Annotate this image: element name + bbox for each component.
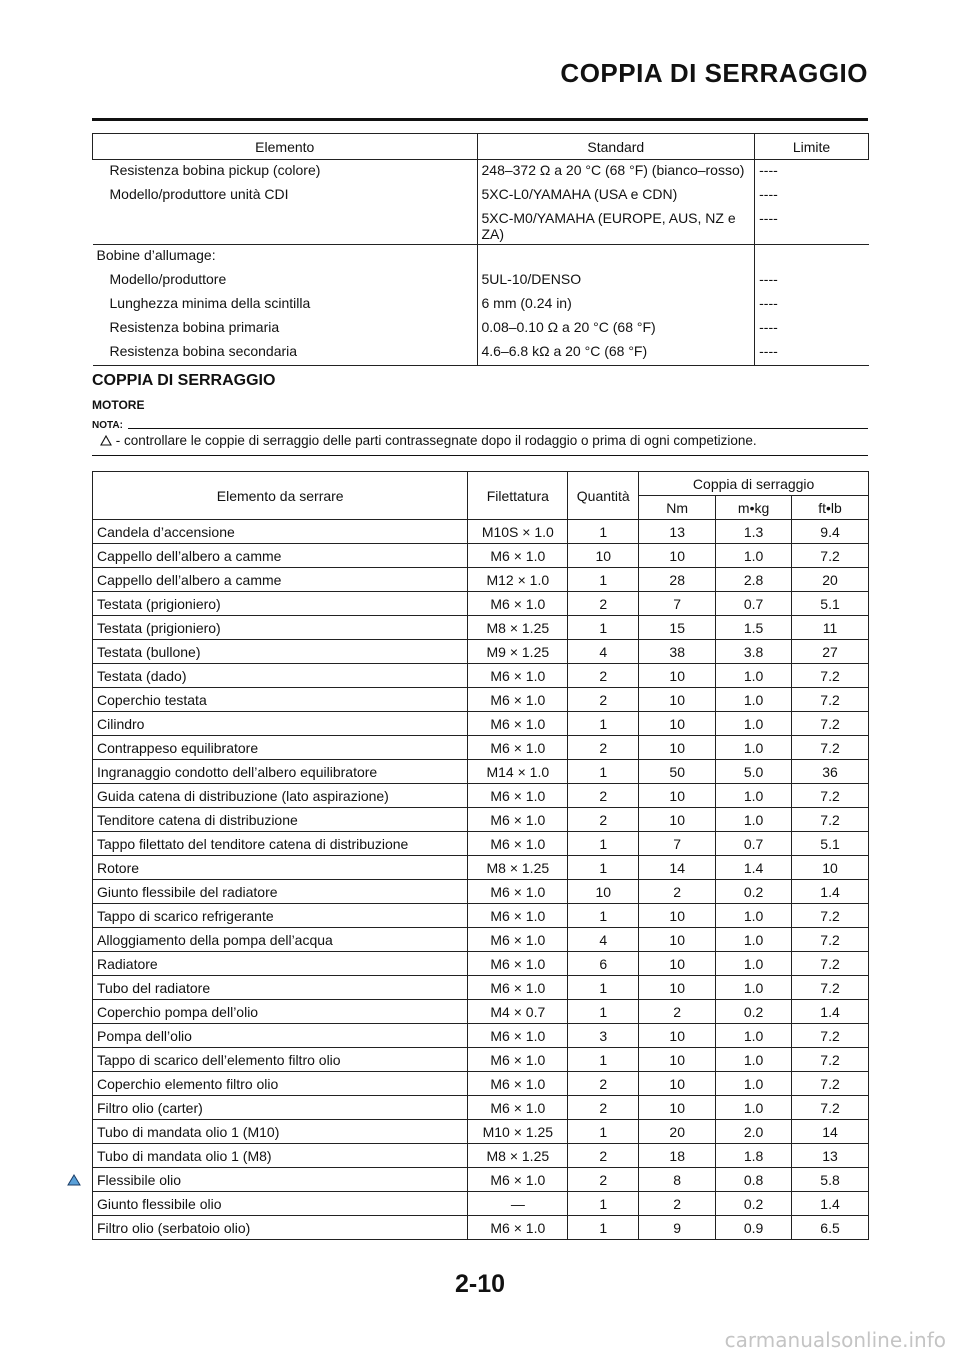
torque-qty: 2 (568, 808, 639, 832)
spec-limit: ---- (759, 271, 778, 287)
torque-qty: 1 (568, 976, 639, 1000)
spec-item: Lunghezza minima della scintilla (93, 293, 478, 317)
torque-nm: 10 (639, 952, 716, 976)
table-row (93, 1048, 869, 1072)
table-row (93, 1144, 869, 1168)
torque-nm: 18 (639, 1144, 716, 1168)
table-row (93, 736, 869, 760)
torque-nm: 15 (639, 616, 716, 640)
torque-nm: 50 (639, 760, 716, 784)
torque-thread: M6 × 1.0 (468, 832, 568, 856)
torque-nm: 10 (639, 784, 716, 808)
torque-thread: M14 × 1.0 (468, 760, 568, 784)
torque-nm: 10 (639, 712, 716, 736)
torque-ftlb: 13 (792, 1144, 869, 1168)
torque-nm: 10 (639, 664, 716, 688)
torque-item: Giunto flessibile del radiatore (93, 880, 468, 904)
torque-thread: M6 × 1.0 (468, 784, 568, 808)
table-row (93, 1216, 869, 1240)
torque-qty: 2 (568, 688, 639, 712)
spec-standard: 6 mm (0.24 in) (477, 293, 755, 317)
table-row (93, 1192, 869, 1216)
torque-item: Alloggiamento della pompa dell’acqua (93, 928, 468, 952)
torque-mkg: 1.0 (716, 712, 792, 736)
torque-thread: M6 × 1.0 (468, 1072, 568, 1096)
table-row (93, 616, 869, 640)
torque-thread: M6 × 1.0 (468, 1216, 568, 1240)
header-mkg: m•kg (716, 496, 792, 520)
torque-item: Rotore (93, 856, 468, 880)
torque-ftlb: 7.2 (792, 784, 869, 808)
torque-nm: 10 (639, 544, 716, 568)
torque-thread: M6 × 1.0 (468, 688, 568, 712)
torque-qty: 10 (568, 880, 639, 904)
torque-mkg: 1.0 (716, 1096, 792, 1120)
torque-item: Filtro olio (carter) (93, 1096, 468, 1120)
torque-ftlb: 10 (792, 856, 869, 880)
spec-table (92, 133, 869, 366)
header-thread: Filettatura (468, 472, 568, 520)
torque-table-body (93, 520, 869, 1240)
torque-thread: — (468, 1192, 568, 1216)
torque-ftlb: 1.4 (792, 1192, 869, 1216)
table-row (93, 520, 869, 544)
torque-thread: M9 × 1.25 (468, 640, 568, 664)
torque-thread: M6 × 1.0 (468, 664, 568, 688)
spec-standard: 4.6–6.8 kΩ a 20 °C (68 °F) (477, 341, 755, 366)
torque-nm: 7 (639, 832, 716, 856)
title-rule (92, 118, 868, 121)
torque-item: Pompa dell’olio (93, 1024, 468, 1048)
table-row (93, 592, 869, 616)
page-number: 2-10 (454, 1270, 506, 1298)
torque-ftlb: 7.2 (792, 544, 869, 568)
torque-nm: 2 (639, 1000, 716, 1024)
torque-mkg: 1.0 (716, 664, 792, 688)
torque-nm: 10 (639, 736, 716, 760)
torque-item: Radiatore (93, 952, 468, 976)
spec-header-limit: Limite (755, 134, 869, 160)
torque-item: Tubo di mandata olio 1 (M10) (93, 1120, 468, 1144)
spec-limit (755, 245, 869, 270)
torque-qty: 2 (568, 592, 639, 616)
table-row (93, 952, 869, 976)
torque-item: Giunto flessibile olio (93, 1192, 468, 1216)
torque-ftlb: 7.2 (792, 808, 869, 832)
torque-item: Guida catena di distribuzione (lato aspirazione) (93, 784, 468, 808)
torque-thread: M6 × 1.0 (468, 880, 568, 904)
torque-mkg: 1.0 (716, 928, 792, 952)
torque-ftlb: 11 (792, 616, 869, 640)
torque-thread: M6 × 1.0 (468, 904, 568, 928)
torque-ftlb: 7.2 (792, 1096, 869, 1120)
torque-qty: 2 (568, 736, 639, 760)
torque-qty: 2 (568, 784, 639, 808)
torque-mkg: 2.0 (716, 1120, 792, 1144)
torque-qty: 1 (568, 1120, 639, 1144)
torque-ftlb: 7.2 (792, 1024, 869, 1048)
spec-row (93, 184, 869, 208)
torque-mkg: 1.3 (716, 520, 792, 544)
torque-thread: M10 × 1.25 (468, 1120, 568, 1144)
torque-mkg: 1.0 (716, 808, 792, 832)
torque-thread: M6 × 1.0 (468, 1024, 568, 1048)
spec-standard: 5UL-10/DENSO (477, 269, 755, 293)
spec-item: Modello/produttore (93, 269, 478, 293)
torque-qty: 1 (568, 520, 639, 544)
torque-item: Candela d’accensione (93, 520, 468, 544)
torque-thread: M6 × 1.0 (468, 928, 568, 952)
spec-item: Modello/produttore unità CDI (93, 184, 478, 208)
table-row (93, 712, 869, 736)
spec-limit: ---- (759, 319, 778, 335)
torque-mkg: 1.0 (716, 1024, 792, 1048)
table-row (93, 976, 869, 1000)
torque-mkg: 1.0 (716, 784, 792, 808)
spec-standard: 5XC-M0/YAMAHA (EUROPE, AUS, NZ e ZA) (477, 208, 755, 245)
torque-mkg: 1.0 (716, 976, 792, 1000)
torque-ftlb: 1.4 (792, 880, 869, 904)
table-row (93, 640, 869, 664)
torque-mkg: 1.8 (716, 1144, 792, 1168)
torque-item: Testata (dado) (93, 664, 468, 688)
header-ftlb: ft•lb (792, 496, 869, 520)
torque-ftlb: 14 (792, 1120, 869, 1144)
note-label: NOTA: (92, 420, 123, 431)
torque-nm: 10 (639, 1024, 716, 1048)
torque-nm: 10 (639, 904, 716, 928)
torque-qty: 10 (568, 544, 639, 568)
header-item: Elemento da serrare (93, 472, 468, 520)
header-torque: Coppia di serraggio (639, 472, 869, 496)
watermark: carmanualsonline.info (724, 1328, 946, 1352)
table-row (93, 880, 869, 904)
torque-qty: 4 (568, 640, 639, 664)
torque-thread: M6 × 1.0 (468, 736, 568, 760)
torque-item: Cappello dell’albero a camme (93, 568, 468, 592)
torque-mkg: 1.0 (716, 1048, 792, 1072)
torque-mkg: 1.0 (716, 544, 792, 568)
section-title: COPPIA DI SERRAGGIO (92, 372, 276, 389)
torque-table (92, 471, 869, 1240)
torque-qty: 2 (568, 664, 639, 688)
torque-item: Testata (prigioniero) (93, 616, 468, 640)
table-row (93, 832, 869, 856)
torque-ftlb: 7.2 (792, 952, 869, 976)
torque-mkg: 1.0 (716, 688, 792, 712)
torque-mkg: 1.4 (716, 856, 792, 880)
torque-ftlb: 9.4 (792, 520, 869, 544)
torque-mkg: 0.2 (716, 1192, 792, 1216)
torque-mkg: 5.0 (716, 760, 792, 784)
section-subtitle: MOTORE (92, 398, 145, 412)
torque-nm: 10 (639, 1096, 716, 1120)
spec-standard: 0.08–0.10 Ω a 20 °C (68 °F) (477, 317, 755, 341)
spec-header-standard: Standard (477, 134, 755, 160)
torque-nm: 10 (639, 976, 716, 1000)
torque-item: Contrappeso equilibratore (93, 736, 468, 760)
torque-qty: 1 (568, 904, 639, 928)
torque-ftlb: 7.2 (792, 712, 869, 736)
torque-ftlb: 36 (792, 760, 869, 784)
spec-limit: ---- (755, 208, 869, 245)
torque-nm: 10 (639, 928, 716, 952)
torque-nm: 28 (639, 568, 716, 592)
spec-standard (477, 245, 755, 270)
torque-thread: M6 × 1.0 (468, 1048, 568, 1072)
warning-triangle-icon (67, 1174, 81, 1186)
torque-item: Tenditore catena di distribuzione (93, 808, 468, 832)
torque-nm: 8 (639, 1168, 716, 1192)
spec-row (93, 269, 869, 293)
torque-nm: 7 (639, 592, 716, 616)
torque-qty: 2 (568, 1072, 639, 1096)
torque-thread: M8 × 1.25 (468, 616, 568, 640)
spec-limit: ---- (759, 295, 778, 311)
spec-item (93, 208, 478, 245)
torque-item: Cilindro (93, 712, 468, 736)
torque-thread: M6 × 1.0 (468, 592, 568, 616)
spec-row (93, 245, 869, 270)
spec-item: Resistenza bobina secondaria (93, 341, 478, 366)
spec-limit: ---- (759, 162, 778, 178)
torque-thread: M12 × 1.0 (468, 568, 568, 592)
torque-qty: 2 (568, 1168, 639, 1192)
table-row (93, 1168, 869, 1192)
torque-mkg: 0.2 (716, 880, 792, 904)
torque-thread: M8 × 1.25 (468, 856, 568, 880)
table-row (93, 928, 869, 952)
torque-ftlb: 27 (792, 640, 869, 664)
torque-nm: 10 (639, 688, 716, 712)
torque-mkg: 1.5 (716, 616, 792, 640)
page-title: COPPIA DI SERRAGGIO (560, 58, 868, 88)
torque-nm: 14 (639, 856, 716, 880)
torque-ftlb: 5.1 (792, 832, 869, 856)
torque-ftlb: 6.5 (792, 1216, 869, 1240)
torque-qty: 1 (568, 1216, 639, 1240)
torque-thread: M8 × 1.25 (468, 1144, 568, 1168)
table-row (93, 856, 869, 880)
spec-limit: ---- (759, 186, 778, 202)
torque-mkg: 0.8 (716, 1168, 792, 1192)
spec-row (93, 341, 869, 366)
torque-ftlb: 1.4 (792, 1000, 869, 1024)
table-row (93, 664, 869, 688)
table-row (93, 544, 869, 568)
torque-nm: 2 (639, 1192, 716, 1216)
torque-thread: M6 × 1.0 (468, 1096, 568, 1120)
spec-row (93, 208, 869, 245)
torque-item: Testata (bullone) (93, 640, 468, 664)
note-rule-top (128, 428, 868, 429)
torque-ftlb: 7.2 (792, 1072, 869, 1096)
torque-item: Tappo di scarico refrigerante (93, 904, 468, 928)
spec-standard: 5XC-L0/YAMAHA (USA e CDN) (477, 184, 755, 208)
torque-mkg: 0.7 (716, 592, 792, 616)
torque-nm: 10 (639, 808, 716, 832)
spec-row (93, 317, 869, 341)
torque-thread: M6 × 1.0 (468, 952, 568, 976)
torque-mkg: 0.7 (716, 832, 792, 856)
torque-ftlb: 5.1 (792, 592, 869, 616)
torque-nm: 10 (639, 1072, 716, 1096)
triangle-outline-icon (100, 435, 112, 446)
torque-qty: 6 (568, 952, 639, 976)
torque-nm: 9 (639, 1216, 716, 1240)
spec-row (93, 293, 869, 317)
torque-mkg: 1.0 (716, 904, 792, 928)
torque-ftlb: 7.2 (792, 736, 869, 760)
note-text: - controllare le coppie di serraggio delle parti contrassegnate dopo il rodaggio o prima di ogni competizione. (115, 433, 757, 448)
header-nm: Nm (639, 496, 716, 520)
torque-mkg: 0.2 (716, 1000, 792, 1024)
note (100, 433, 757, 448)
torque-mkg: 0.9 (716, 1216, 792, 1240)
torque-mkg: 1.0 (716, 736, 792, 760)
torque-thread: M4 × 0.7 (468, 1000, 568, 1024)
table-row (93, 1096, 869, 1120)
torque-item: Ingranaggio condotto dell’albero equilibratore (93, 760, 468, 784)
table-row (93, 1024, 869, 1048)
torque-item: Coperchio pompa dell’olio (93, 1000, 468, 1024)
torque-ftlb: 20 (792, 568, 869, 592)
torque-item: Tubo del radiatore (93, 976, 468, 1000)
spec-header-item: Elemento (93, 134, 478, 160)
torque-qty: 1 (568, 856, 639, 880)
torque-thread: M6 × 1.0 (468, 976, 568, 1000)
torque-item: Tappo di scarico dell’elemento filtro olio (93, 1048, 468, 1072)
note-rule-bottom (92, 455, 868, 456)
spec-item: Resistenza bobina primaria (93, 317, 478, 341)
torque-item: Coperchio elemento filtro olio (93, 1072, 468, 1096)
torque-item: Flessibile olio (93, 1168, 468, 1192)
torque-ftlb: 5.8 (792, 1168, 869, 1192)
torque-qty: 1 (568, 712, 639, 736)
torque-qty: 1 (568, 1048, 639, 1072)
torque-ftlb: 7.2 (792, 904, 869, 928)
torque-mkg: 3.8 (716, 640, 792, 664)
table-row (93, 1072, 869, 1096)
torque-nm: 2 (639, 880, 716, 904)
torque-qty: 3 (568, 1024, 639, 1048)
torque-thread: M6 × 1.0 (468, 544, 568, 568)
torque-qty: 1 (568, 1000, 639, 1024)
torque-mkg: 2.8 (716, 568, 792, 592)
header-qty: Quantità (568, 472, 639, 520)
table-row (93, 784, 869, 808)
torque-qty: 4 (568, 928, 639, 952)
torque-qty: 2 (568, 1096, 639, 1120)
torque-item: Filtro olio (serbatoio olio) (93, 1216, 468, 1240)
spec-table-body (93, 160, 869, 366)
table-row (93, 1120, 869, 1144)
torque-ftlb: 7.2 (792, 976, 869, 1000)
torque-nm: 10 (639, 1048, 716, 1072)
table-row (93, 904, 869, 928)
torque-nm: 13 (639, 520, 716, 544)
torque-ftlb: 7.2 (792, 928, 869, 952)
torque-qty: 1 (568, 568, 639, 592)
torque-item: Testata (prigioniero) (93, 592, 468, 616)
torque-item: Cappello dell’albero a camme (93, 544, 468, 568)
torque-nm: 20 (639, 1120, 716, 1144)
torque-ftlb: 7.2 (792, 688, 869, 712)
torque-thread: M6 × 1.0 (468, 808, 568, 832)
torque-nm: 38 (639, 640, 716, 664)
torque-qty: 1 (568, 832, 639, 856)
torque-mkg: 1.0 (716, 1072, 792, 1096)
table-row (93, 1000, 869, 1024)
spec-item: Resistenza bobina pickup (colore) (93, 160, 478, 185)
spec-standard: 248–372 Ω a 20 °C (68 °F) (bianco–rosso) (477, 160, 755, 185)
torque-ftlb: 7.2 (792, 664, 869, 688)
torque-item: Tappo filettato del tenditore catena di distribuzione (93, 832, 468, 856)
torque-item: Coperchio testata (93, 688, 468, 712)
torque-item: Tubo di mandata olio 1 (M8) (93, 1144, 468, 1168)
torque-thread: M6 × 1.0 (468, 1168, 568, 1192)
table-row (93, 760, 869, 784)
spec-limit: ---- (755, 341, 869, 366)
torque-thread: M6 × 1.0 (468, 712, 568, 736)
torque-qty: 1 (568, 1192, 639, 1216)
torque-qty: 1 (568, 760, 639, 784)
table-row (93, 808, 869, 832)
table-row (93, 688, 869, 712)
torque-qty: 1 (568, 616, 639, 640)
torque-ftlb: 7.2 (792, 1048, 869, 1072)
spec-row (93, 160, 869, 185)
torque-mkg: 1.0 (716, 952, 792, 976)
torque-qty: 2 (568, 1144, 639, 1168)
spec-item: Bobine d’allumage: (93, 245, 478, 270)
torque-thread: M10S × 1.0 (468, 520, 568, 544)
table-row (93, 568, 869, 592)
